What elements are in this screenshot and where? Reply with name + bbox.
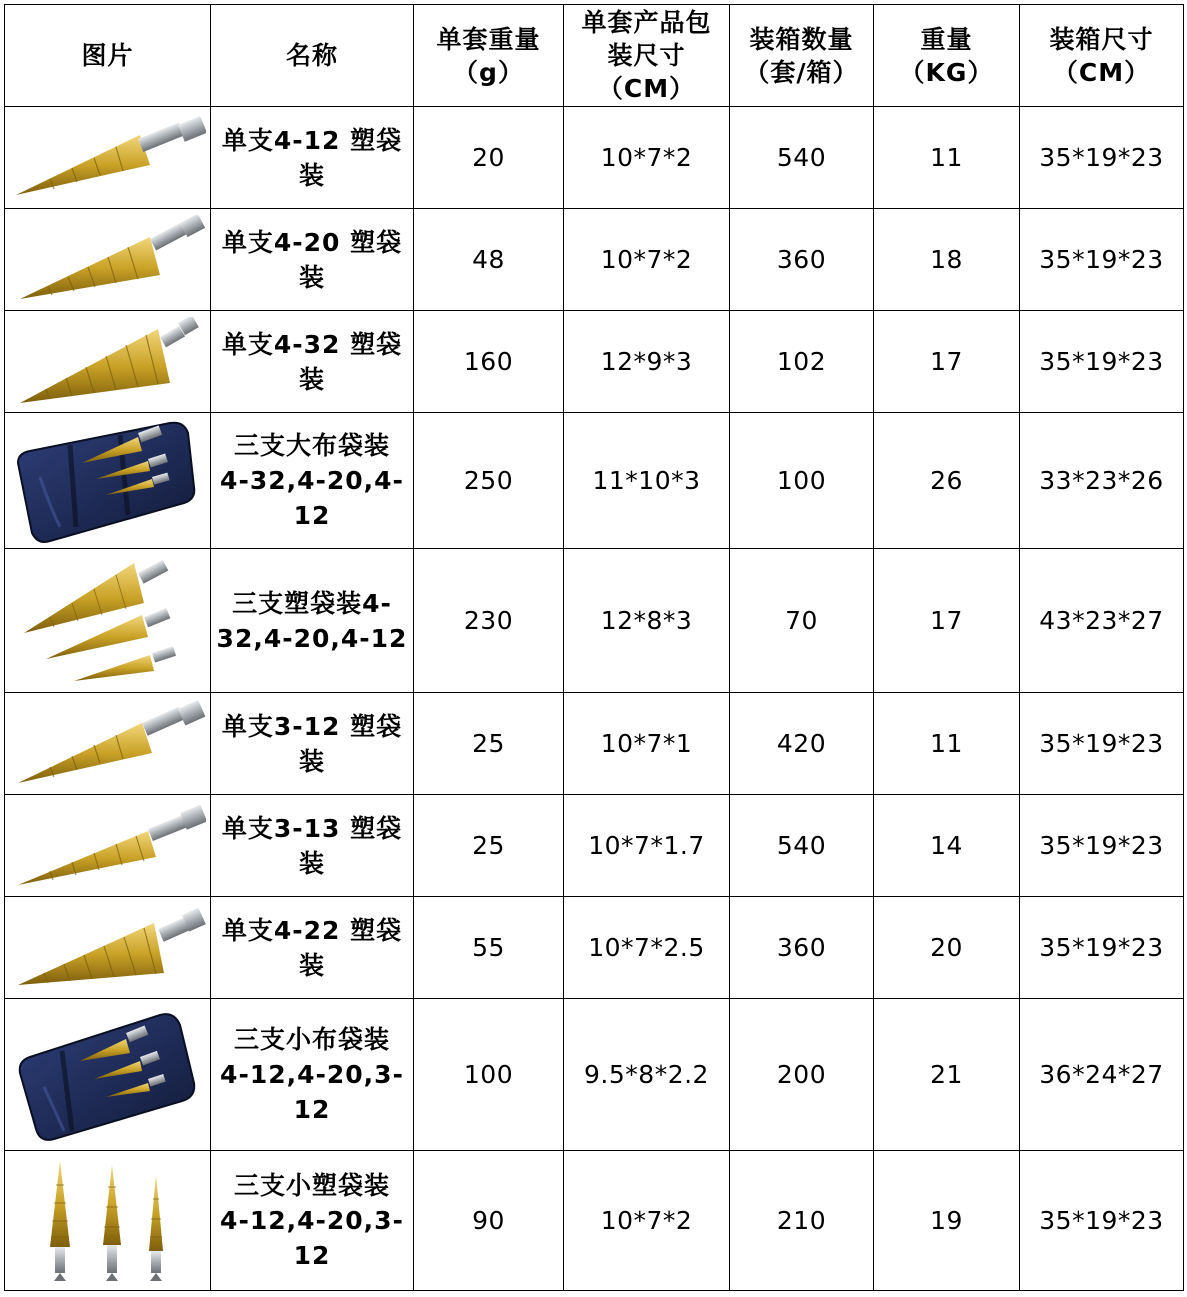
table-row (5, 107, 1184, 209)
product-name: 三支塑袋装4- 32,4-20,4-12 (211, 549, 414, 693)
header-name: 名称 (211, 5, 414, 107)
table-row (5, 413, 1184, 549)
product-name: 单支4-20 塑袋 装 (211, 209, 414, 311)
box-qty: 360 (730, 897, 874, 999)
package-size: 10*7*2 (564, 107, 730, 209)
box-size: 35*19*23 (1020, 107, 1184, 209)
product-photo-cell (5, 549, 211, 693)
package-size: 10*7*2.5 (564, 897, 730, 999)
unit-weight: 25 (414, 693, 564, 795)
header-row (5, 5, 1184, 107)
box-size: 35*19*23 (1020, 1151, 1184, 1291)
package-size: 10*7*2 (564, 209, 730, 311)
weight: 17 (874, 311, 1020, 413)
step-drill-bit-image (10, 801, 206, 891)
package-size: 11*10*3 (564, 413, 730, 549)
product-name: 单支4-32 塑袋 装 (211, 311, 414, 413)
header-weight: 重量 （KG） (874, 5, 1020, 107)
step-drill-bit-image (10, 317, 206, 407)
step-drill-bit-image (10, 903, 206, 993)
table-row (5, 897, 1184, 999)
table-row (5, 311, 1184, 413)
product-photo-cell (5, 413, 211, 549)
product-photo-cell (5, 999, 211, 1151)
header-package-size: 单套产品包 装尺寸 （CM） (564, 5, 730, 107)
table-row (5, 1151, 1184, 1291)
weight: 18 (874, 209, 1020, 311)
product-photo-cell (5, 311, 211, 413)
product-photo-cell (5, 795, 211, 897)
unit-weight: 100 (414, 999, 564, 1151)
unit-weight: 250 (414, 413, 564, 549)
box-qty: 100 (730, 413, 874, 549)
weight: 19 (874, 1151, 1020, 1291)
header-box-qty: 装箱数量 （套/箱） (730, 5, 874, 107)
table-row (5, 693, 1184, 795)
upright-drill-bits-image (10, 1155, 206, 1287)
weight: 21 (874, 999, 1020, 1151)
unit-weight: 55 (414, 897, 564, 999)
table-row (5, 549, 1184, 693)
box-size: 33*23*26 (1020, 413, 1184, 549)
box-qty: 360 (730, 209, 874, 311)
box-size: 35*19*23 (1020, 795, 1184, 897)
product-photo-cell (5, 693, 211, 795)
product-name: 三支小塑袋装 4-12,4-20,3- 12 (211, 1151, 414, 1291)
step-drill-bit-image (10, 113, 206, 203)
weight: 11 (874, 107, 1020, 209)
box-size: 35*19*23 (1020, 209, 1184, 311)
product-name: 单支3-12 塑袋 装 (211, 693, 414, 795)
product-spec-table (4, 4, 1184, 1291)
package-size: 12*8*3 (564, 549, 730, 693)
box-qty: 102 (730, 311, 874, 413)
header-picture: 图片 (5, 5, 211, 107)
unit-weight: 48 (414, 209, 564, 311)
unit-weight: 230 (414, 549, 564, 693)
package-size: 10*7*2 (564, 1151, 730, 1291)
box-size: 43*23*27 (1020, 549, 1184, 693)
package-size: 10*7*1 (564, 693, 730, 795)
package-size: 12*9*3 (564, 311, 730, 413)
cloth-pouch-set-image (10, 1003, 206, 1147)
table-row (5, 209, 1184, 311)
unit-weight: 90 (414, 1151, 564, 1291)
product-name: 单支4-22 塑袋 装 (211, 897, 414, 999)
box-qty: 540 (730, 795, 874, 897)
unit-weight: 20 (414, 107, 564, 209)
three-drill-bits-image (10, 553, 206, 689)
package-size: 9.5*8*2.2 (564, 999, 730, 1151)
header-box-size: 装箱尺寸 （CM） (1020, 5, 1184, 107)
box-qty: 200 (730, 999, 874, 1151)
unit-weight: 25 (414, 795, 564, 897)
product-name: 单支4-12 塑袋 装 (211, 107, 414, 209)
product-photo-cell (5, 209, 211, 311)
box-size: 36*24*27 (1020, 999, 1184, 1151)
box-qty: 210 (730, 1151, 874, 1291)
weight: 17 (874, 549, 1020, 693)
step-drill-bit-image (10, 215, 206, 305)
box-size: 35*19*23 (1020, 693, 1184, 795)
box-qty: 540 (730, 107, 874, 209)
step-drill-bit-image (10, 699, 206, 789)
table-row (5, 795, 1184, 897)
product-photo-cell (5, 1151, 211, 1291)
weight: 26 (874, 413, 1020, 549)
weight: 11 (874, 693, 1020, 795)
product-name: 单支3-13 塑袋 装 (211, 795, 414, 897)
product-name: 三支大布袋装 4-32,4-20,4- 12 (211, 413, 414, 549)
product-photo-cell (5, 897, 211, 999)
cloth-pouch-set-image (10, 417, 206, 545)
unit-weight: 160 (414, 311, 564, 413)
package-size: 10*7*1.7 (564, 795, 730, 897)
header-unit-weight: 单套重量 （g） (414, 5, 564, 107)
box-qty: 420 (730, 693, 874, 795)
box-size: 35*19*23 (1020, 897, 1184, 999)
box-qty: 70 (730, 549, 874, 693)
weight: 14 (874, 795, 1020, 897)
product-photo-cell (5, 107, 211, 209)
product-name: 三支小布袋装 4-12,4-20,3- 12 (211, 999, 414, 1151)
box-size: 35*19*23 (1020, 311, 1184, 413)
weight: 20 (874, 897, 1020, 999)
table-row (5, 999, 1184, 1151)
